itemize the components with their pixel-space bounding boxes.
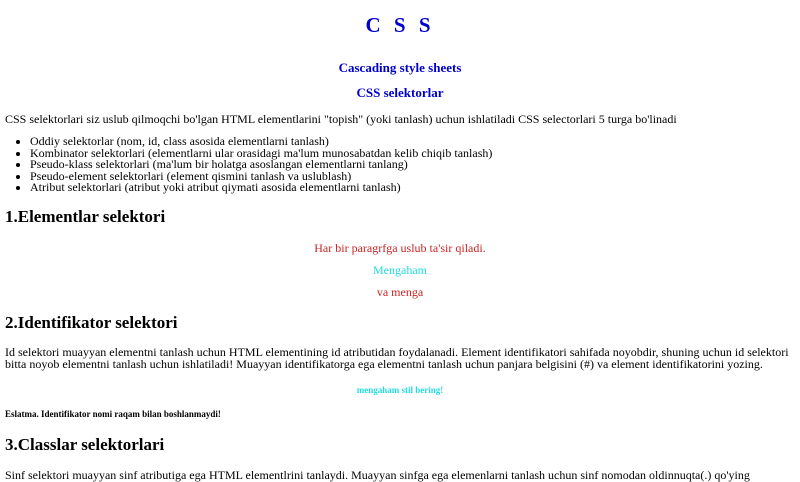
class-selector-description: Sinf selektori muayyan sinf atributiga ega HTML elementlrini tanlaydi. Muayyan sinfga ega elemenlarni tanlash uchun sinf nomodan oldinnuqta(.) qo'ying <box>5 467 750 482</box>
list-item: • Pseudo-klass selektorlari (ma'lum bir holatga asoslangan elementlarni tanlang) <box>30 159 795 171</box>
list-item: • Kombinator selektorlari (elementlarni ular orasidagi ma'lum munosabatdan kelib chiqib tanlash) <box>30 148 795 160</box>
example-paragraph-cyan: Mengaham <box>373 262 427 277</box>
list-item: • Oddiy selektorlar (nom, id, class asosida elementlarni tanlash) <box>30 136 795 148</box>
id-example-text: mengaham stil bering! <box>356 384 444 395</box>
selector-types-list <box>5 136 795 194</box>
list-item: • Pseudo-element selektorlari (element qismini tanlash va uslublash) <box>30 171 795 183</box>
example-paragraph-red: Har bir paragrfga uslub ta'sir qiladi. <box>314 240 486 255</box>
page-subtitle-selectors: CSS selektorlar <box>356 85 444 100</box>
list-item: • Atribut selektorlari (atribut yoki atribut qiymati asosida elementlarni tanlash) <box>30 182 795 194</box>
page-subtitle: Cascading style sheets <box>338 60 462 75</box>
intro-paragraph: CSS selektorlari siz uslub qilmoqchi bo'lgan HTML elementlarini "topish" (yoki tanlash) uchun ishlatiladi CSS selectorlari 5 turga bo'linadi <box>5 112 677 126</box>
id-selector-description: Id selektori muayyan elementni tanlash uchun HTML elementining id atributidan foydalanadi. Element identifikatori sahifada noyobdir, shuning uchun id selektori bitta noyob elementni tanlash uchun ishlatiladi! Muayyan identifikatorga ega elementni tanlash uchun panjara belgisini (#) va element identifikatorini yozing. <box>5 344 789 371</box>
section-heading-class: 3.Classlar selektorlari <box>5 434 165 454</box>
id-note: Eslatma. Identifikator nomi raqam bilan boshlanmaydi! <box>5 408 221 419</box>
section-heading-elements: 1.Elementlar selektori <box>5 206 166 226</box>
page-title: C S S <box>365 13 435 37</box>
page <box>0 12 800 482</box>
section-heading-id: 2.Identifikator selektori <box>5 312 178 332</box>
example-paragraph-red-2: va menga <box>376 284 424 299</box>
